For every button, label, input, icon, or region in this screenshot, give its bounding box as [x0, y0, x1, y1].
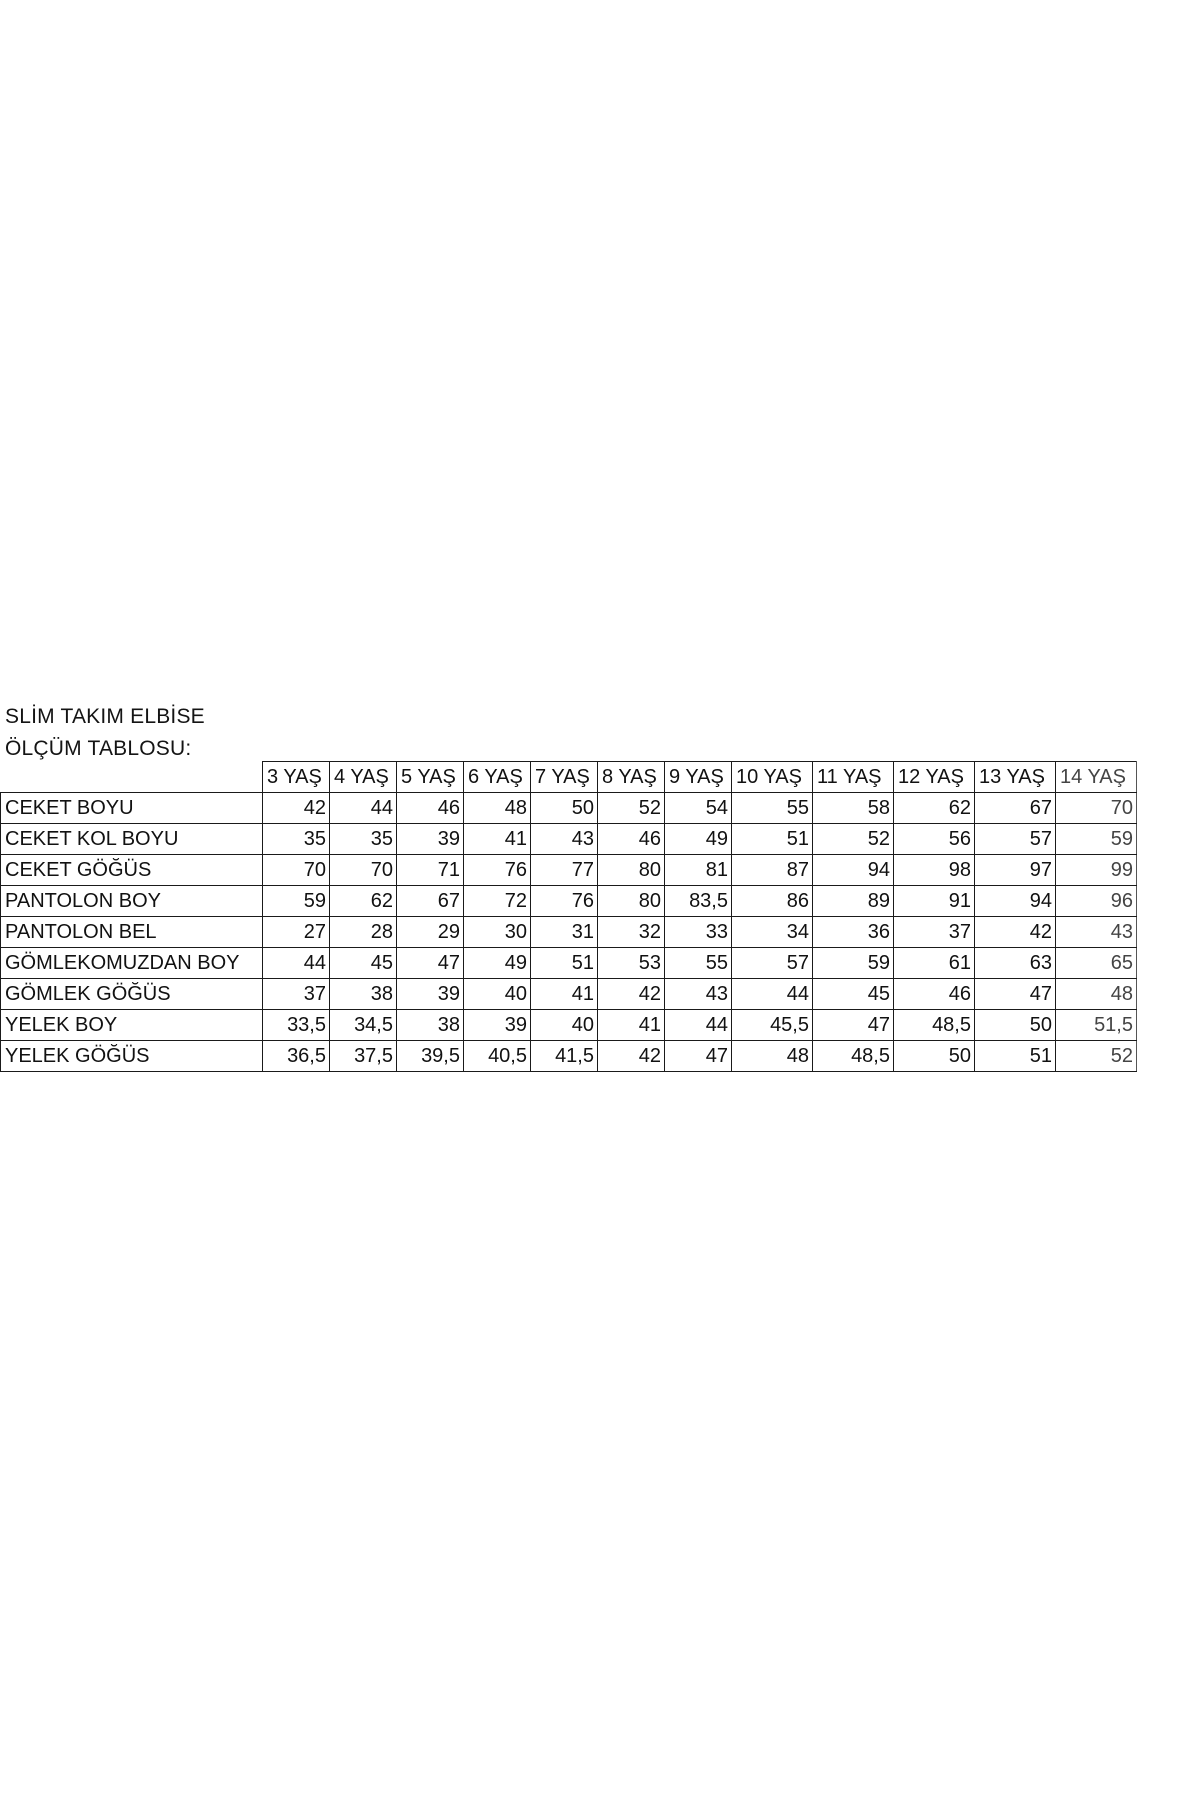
header-cell: 11 YAŞ — [813, 762, 894, 793]
value-cell: 62 — [894, 793, 975, 824]
value-cell: 46 — [598, 824, 665, 855]
value-cell: 65 — [1056, 948, 1137, 979]
value-cell: 80 — [598, 886, 665, 917]
value-cell: 55 — [665, 948, 732, 979]
table-body — [1, 793, 1137, 1072]
table-row — [1, 1041, 1137, 1072]
value-cell: 62 — [330, 886, 397, 917]
table-row — [1, 855, 1137, 886]
value-cell: 87 — [732, 855, 813, 886]
value-cell: 71 — [397, 855, 464, 886]
value-cell: 94 — [813, 855, 894, 886]
value-cell: 50 — [975, 1010, 1056, 1041]
value-cell: 48,5 — [813, 1041, 894, 1072]
row-label-cell: YELEK GÖĞÜS — [1, 1041, 263, 1072]
value-cell: 49 — [665, 824, 732, 855]
value-cell: 81 — [665, 855, 732, 886]
value-cell: 42 — [263, 793, 330, 824]
value-cell: 44 — [665, 1010, 732, 1041]
value-cell: 51,5 — [1056, 1010, 1137, 1041]
header-cell: 6 YAŞ — [464, 762, 531, 793]
value-cell: 36 — [813, 917, 894, 948]
value-cell: 47 — [397, 948, 464, 979]
value-cell: 48,5 — [894, 1010, 975, 1041]
value-cell: 96 — [1056, 886, 1137, 917]
value-cell: 30 — [464, 917, 531, 948]
value-cell: 41 — [531, 979, 598, 1010]
header-cell: 10 YAŞ — [732, 762, 813, 793]
value-cell: 52 — [1056, 1041, 1137, 1072]
value-cell: 70 — [330, 855, 397, 886]
value-cell: 48 — [464, 793, 531, 824]
value-cell: 43 — [531, 824, 598, 855]
value-cell: 44 — [263, 948, 330, 979]
value-cell: 37 — [894, 917, 975, 948]
value-cell: 41 — [598, 1010, 665, 1041]
value-cell: 72 — [464, 886, 531, 917]
value-cell: 40 — [464, 979, 531, 1010]
header-cell: 4 YAŞ — [330, 762, 397, 793]
value-cell: 63 — [975, 948, 1056, 979]
value-cell: 76 — [531, 886, 598, 917]
value-cell: 39 — [397, 824, 464, 855]
value-cell: 50 — [894, 1041, 975, 1072]
row-label-cell: GÖMLEKOMUZDAN BOY — [1, 948, 263, 979]
value-cell: 59 — [263, 886, 330, 917]
value-cell: 41 — [464, 824, 531, 855]
value-cell: 91 — [894, 886, 975, 917]
value-cell: 80 — [598, 855, 665, 886]
table-row — [1, 886, 1137, 917]
value-cell: 32 — [598, 917, 665, 948]
value-cell: 70 — [1056, 793, 1137, 824]
value-cell: 98 — [894, 855, 975, 886]
header-cell: 7 YAŞ — [531, 762, 598, 793]
value-cell: 35 — [330, 824, 397, 855]
row-label-cell: YELEK BOY — [1, 1010, 263, 1041]
value-cell: 51 — [732, 824, 813, 855]
value-cell: 44 — [330, 793, 397, 824]
measurement-table — [0, 761, 1137, 1072]
header-cell: 3 YAŞ — [263, 762, 330, 793]
value-cell: 67 — [397, 886, 464, 917]
table-row — [1, 1010, 1137, 1041]
value-cell: 28 — [330, 917, 397, 948]
row-label-cell: CEKET GÖĞÜS — [1, 855, 263, 886]
value-cell: 59 — [1056, 824, 1137, 855]
value-cell: 37 — [263, 979, 330, 1010]
header-cell: 5 YAŞ — [397, 762, 464, 793]
value-cell: 53 — [598, 948, 665, 979]
header-cell: 12 YAŞ — [894, 762, 975, 793]
value-cell: 42 — [975, 917, 1056, 948]
value-cell: 36,5 — [263, 1041, 330, 1072]
value-cell: 70 — [263, 855, 330, 886]
document-subtitle: ÖLÇÜM TABLOSU: — [5, 737, 192, 760]
value-cell: 38 — [397, 1010, 464, 1041]
value-cell: 40 — [531, 1010, 598, 1041]
value-cell: 55 — [732, 793, 813, 824]
table-header-row — [1, 762, 1137, 793]
row-label-cell: CEKET KOL BOYU — [1, 824, 263, 855]
value-cell: 33,5 — [263, 1010, 330, 1041]
value-cell: 52 — [813, 824, 894, 855]
value-cell: 89 — [813, 886, 894, 917]
row-label-cell: GÖMLEK GÖĞÜS — [1, 979, 263, 1010]
value-cell: 44 — [732, 979, 813, 1010]
document-title: SLİM TAKIM ELBİSE — [5, 705, 205, 728]
row-label-cell: PANTOLON BEL — [1, 917, 263, 948]
value-cell: 43 — [1056, 917, 1137, 948]
table-row — [1, 948, 1137, 979]
table-row — [1, 824, 1137, 855]
row-label-cell: CEKET BOYU — [1, 793, 263, 824]
value-cell: 48 — [732, 1041, 813, 1072]
table-row — [1, 917, 1137, 948]
value-cell: 56 — [894, 824, 975, 855]
value-cell: 41,5 — [531, 1041, 598, 1072]
value-cell: 57 — [732, 948, 813, 979]
value-cell: 51 — [531, 948, 598, 979]
value-cell: 76 — [464, 855, 531, 886]
value-cell: 46 — [397, 793, 464, 824]
value-cell: 54 — [665, 793, 732, 824]
value-cell: 47 — [975, 979, 1056, 1010]
table-row — [1, 979, 1137, 1010]
value-cell: 48 — [1056, 979, 1137, 1010]
header-cell: 8 YAŞ — [598, 762, 665, 793]
value-cell: 67 — [975, 793, 1056, 824]
value-cell: 46 — [894, 979, 975, 1010]
value-cell: 39 — [464, 1010, 531, 1041]
value-cell: 42 — [598, 1041, 665, 1072]
header-cell: 14 YAŞ — [1056, 762, 1137, 793]
value-cell: 57 — [975, 824, 1056, 855]
value-cell: 83,5 — [665, 886, 732, 917]
value-cell: 61 — [894, 948, 975, 979]
value-cell: 29 — [397, 917, 464, 948]
value-cell: 42 — [598, 979, 665, 1010]
value-cell: 39,5 — [397, 1041, 464, 1072]
value-cell: 47 — [813, 1010, 894, 1041]
value-cell: 58 — [813, 793, 894, 824]
value-cell: 49 — [464, 948, 531, 979]
value-cell: 39 — [397, 979, 464, 1010]
value-cell: 94 — [975, 886, 1056, 917]
value-cell: 45,5 — [732, 1010, 813, 1041]
value-cell: 50 — [531, 793, 598, 824]
header-corner-cell — [1, 762, 263, 793]
value-cell: 51 — [975, 1041, 1056, 1072]
value-cell: 27 — [263, 917, 330, 948]
value-cell: 59 — [813, 948, 894, 979]
value-cell: 38 — [330, 979, 397, 1010]
value-cell: 34,5 — [330, 1010, 397, 1041]
value-cell: 40,5 — [464, 1041, 531, 1072]
value-cell: 86 — [732, 886, 813, 917]
value-cell: 31 — [531, 917, 598, 948]
value-cell: 45 — [813, 979, 894, 1010]
header-cell: 13 YAŞ — [975, 762, 1056, 793]
table-row — [1, 793, 1137, 824]
row-label-cell: PANTOLON BOY — [1, 886, 263, 917]
header-cell: 9 YAŞ — [665, 762, 732, 793]
value-cell: 52 — [598, 793, 665, 824]
value-cell: 34 — [732, 917, 813, 948]
value-cell: 43 — [665, 979, 732, 1010]
value-cell: 33 — [665, 917, 732, 948]
value-cell: 99 — [1056, 855, 1137, 886]
value-cell: 97 — [975, 855, 1056, 886]
value-cell: 37,5 — [330, 1041, 397, 1072]
value-cell: 47 — [665, 1041, 732, 1072]
value-cell: 77 — [531, 855, 598, 886]
value-cell: 35 — [263, 824, 330, 855]
value-cell: 45 — [330, 948, 397, 979]
